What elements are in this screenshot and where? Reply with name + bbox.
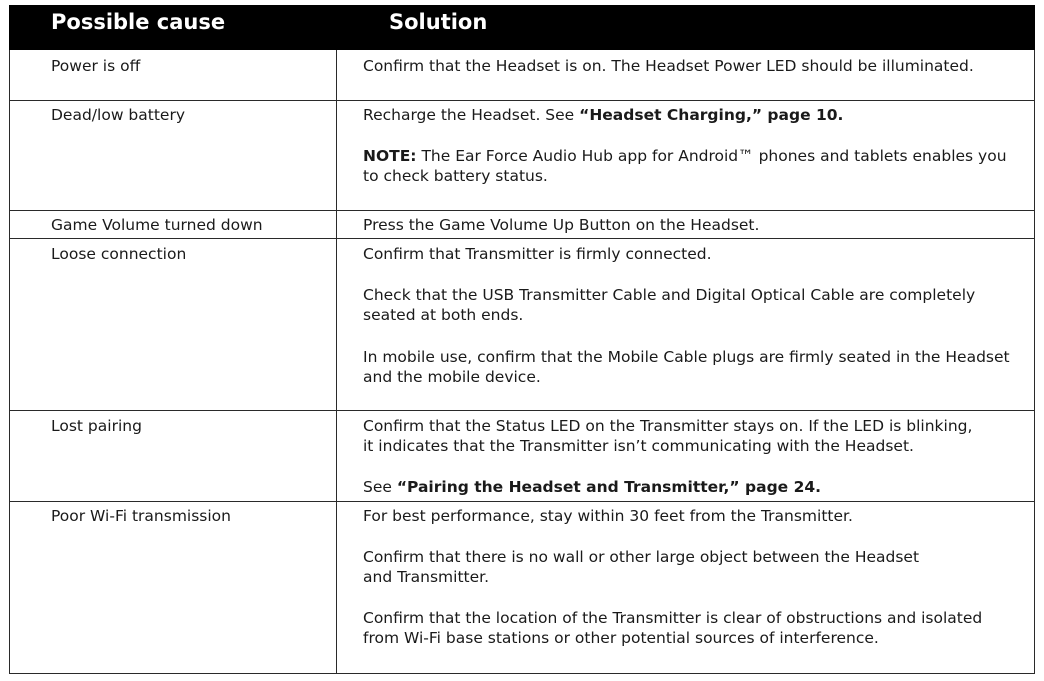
solution-line: Confirm that the Headset is on. The Headset Power LED should be illuminated. [363, 57, 974, 75]
solution-line: and Transmitter. [363, 568, 490, 586]
solution-line: Confirm that there is no wall or other large object between the Headset [363, 548, 920, 566]
solution-line: Confirm that the location of the Transmitter is clear of obstructions and isolated [363, 609, 983, 627]
solution-line [363, 477, 821, 497]
note-text: The Ear Force Audio Hub app for Android™ phones and tablets enables you [416, 147, 1007, 165]
solution-line: to check battery status. [363, 167, 548, 185]
cause-poor-wifi: Poor Wi-Fi transmission [51, 507, 231, 525]
solution-text: See [363, 478, 397, 496]
solution-line: seated at both ends. [363, 306, 524, 324]
solution-line: Check that the USB Transmitter Cable and Digital Optical Cable are completely [363, 286, 976, 304]
column-divider [336, 50, 337, 674]
cause-lost-pairing: Lost pairing [51, 417, 142, 435]
solution-line: Press the Game Volume Up Button on the Headset. [363, 216, 760, 234]
row-divider [9, 210, 1035, 211]
header-solution: Solution [389, 10, 488, 34]
solution-line: Confirm that Transmitter is firmly connected. [363, 245, 712, 263]
note-label: NOTE: [363, 147, 417, 165]
pairing-reference: “Pairing the Headset and Transmitter,” page 24. [396, 478, 822, 496]
solution-line: For best performance, stay within 30 feet from the Transmitter. [363, 507, 853, 525]
solution-line [363, 105, 843, 125]
solution-line: it indicates that the Transmitter isn’t communicating with the Headset. [363, 437, 914, 455]
solution-line: Confirm that the Status LED on the Transmitter stays on. If the LED is blinking, [363, 417, 973, 435]
solution-line: from Wi-Fi base stations or other potential sources of interference. [363, 629, 879, 647]
note-line [363, 146, 1007, 166]
charging-reference: “Headset Charging,” page 10. [579, 106, 844, 124]
row-divider [9, 100, 1035, 101]
row-divider [9, 501, 1035, 502]
row-divider [9, 410, 1035, 411]
solution-text: Recharge the Headset. See [363, 106, 580, 124]
table-header [9, 5, 1035, 50]
cause-power-off: Power is off [51, 57, 141, 75]
solution-line: In mobile use, confirm that the Mobile Cable plugs are firmly seated in the Headset [363, 348, 1010, 366]
header-possible-cause: Possible cause [51, 10, 226, 34]
row-divider [9, 238, 1035, 239]
cause-dead-battery: Dead/low battery [51, 106, 185, 124]
cause-loose-connection: Loose connection [51, 245, 187, 263]
cause-game-volume: Game Volume turned down [51, 216, 263, 234]
solution-line: and the mobile device. [363, 368, 541, 386]
